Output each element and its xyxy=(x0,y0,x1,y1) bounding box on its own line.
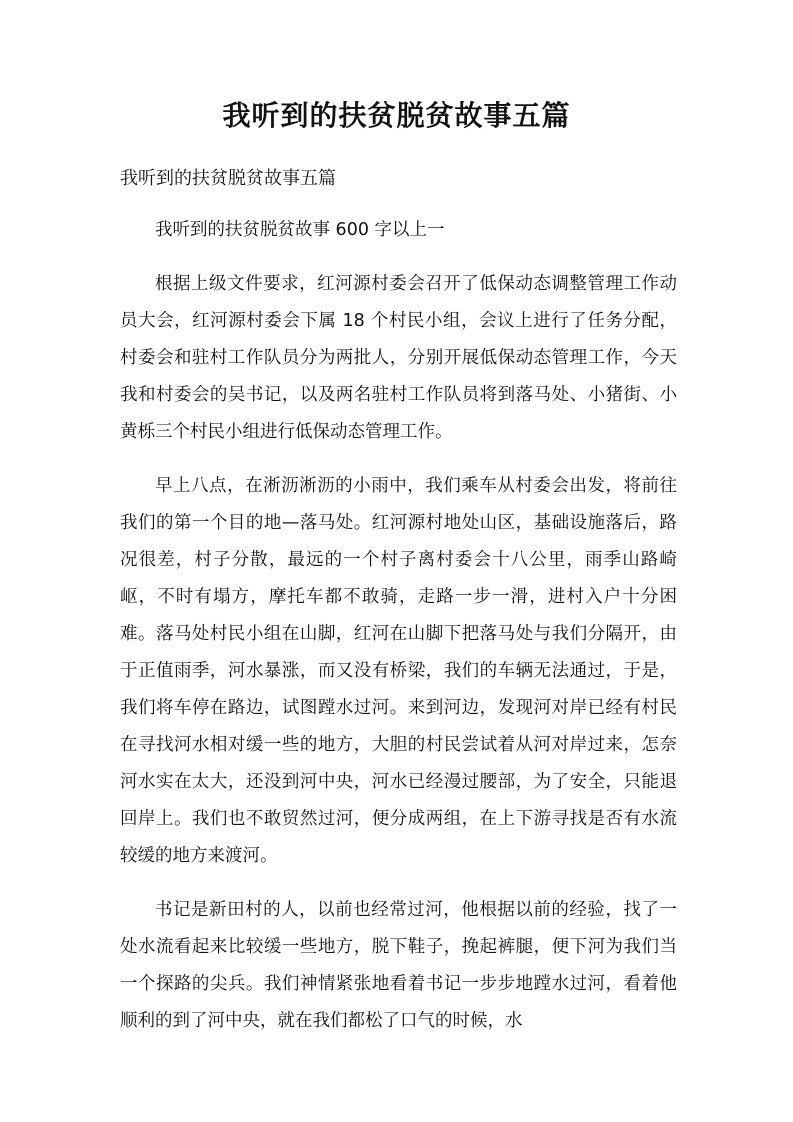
document-subtitle: 我听到的扶贫脱贫故事五篇 xyxy=(120,168,336,189)
paragraph: 书记是新田村的人，以前也经常过河，他根据以前的经验，找了一处水流看起来比较缓一些地方，脱下鞋子，挽起裤腿，便下河为我们当一个探路的尖兵。我们神情紧张地看着书记一步步地蹚水过河，看着他顺利的到了河中央，就在我们都松了口气的时候，水 xyxy=(120,900,677,1031)
paragraph: 根据上级文件要求，红河源村委会召开了低保动态调整管理工作动员大会，红河源村委会下属 18 个村民小组，会议上进行了任务分配，村委会和驻村工作队员分为两批人，分别开展低保动态管理工作，今天我和村委会的吴书记，以及两名驻村工作队员将到落马处、小猪街、小黄栎三个村民小组进行低保动态管理工作。 xyxy=(120,274,677,442)
document-title: 我听到的扶贫脱贫故事五篇 xyxy=(222,99,571,132)
paragraph: 早上八点，在淅沥淅沥的小雨中，我们乘车从村委会出发，将前往我们的第一个目的地—落马处。红河源村地处山区，基础设施落后，路况很差，村子分散，最远的一个村子离村委会十八公里，雨季山路崎岖，不时有塌方，摩托车都不敢骑，走路一步一滑，进村入户十分困难。落马处村民小组在山脚，红河在山脚下把落马处与我们分隔开，由于正值雨季，河水暴涨，而又没有桥梁，我们的车辆无法通过，于是，我们将车停在路边，试图蹚水过河。来到河边，发现河对岸已经有村民在寻找河水相对缓一些的地方，大胆的村民尝试着从河对岸过来，怎奈河水实在太大，还没到河中央，河水已经漫过腰部，为了安全，只能退回岸上。我们也不敢贸然过河，便分成两组，在上下游寻找是否有水流较缓的地方来渡河。 xyxy=(120,476,677,866)
story-heading: 我听到的扶贫脱贫故事 600 字以上一 xyxy=(155,220,445,240)
document-body xyxy=(120,212,677,1057)
